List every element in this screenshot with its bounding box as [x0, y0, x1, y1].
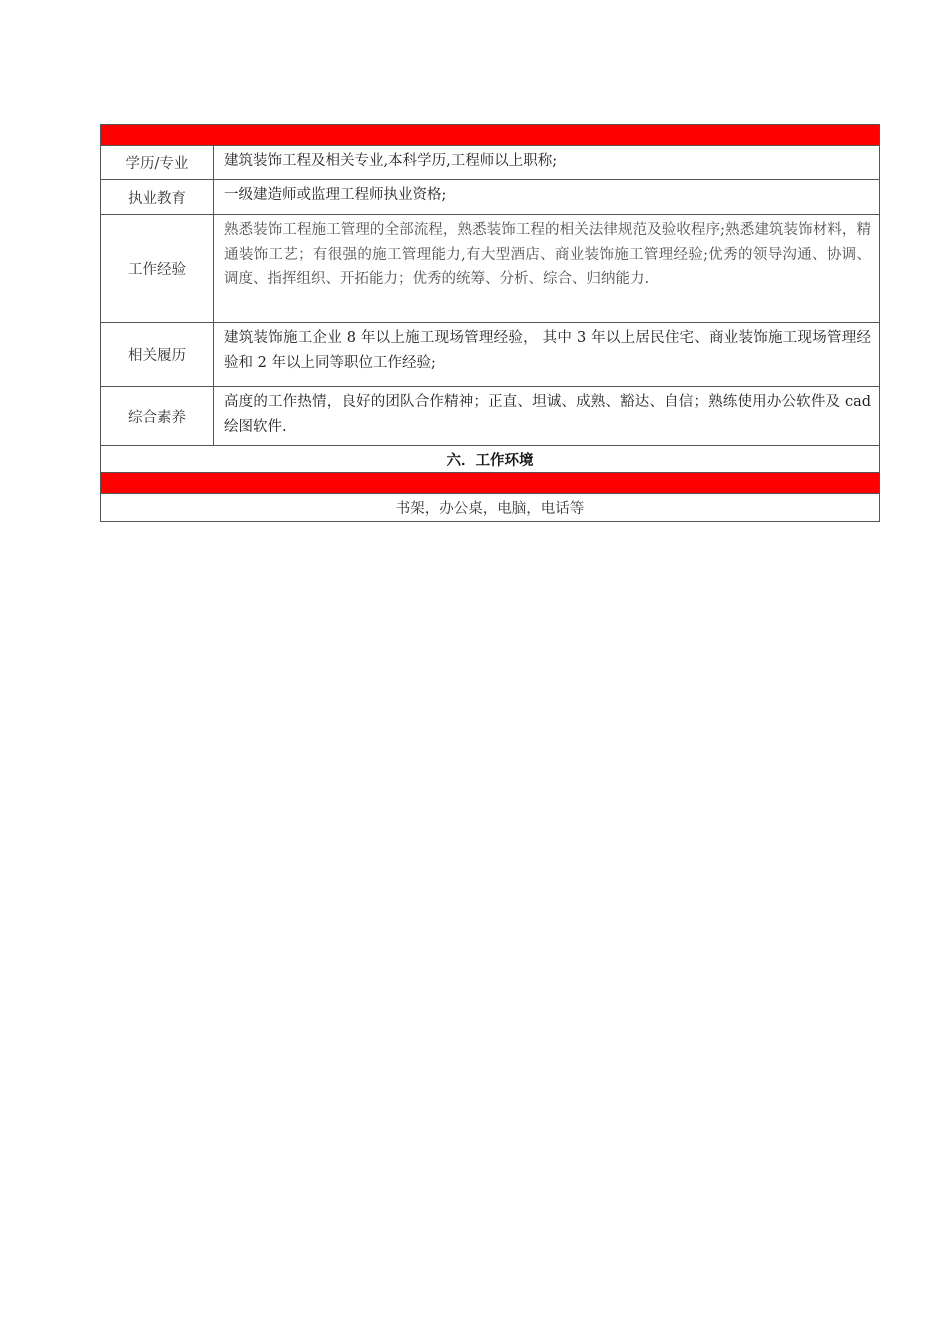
- requirement-label: 学历/专业: [101, 146, 214, 180]
- requirement-text: 建筑装饰工程及相关专业,本科学历,工程师以上职称;: [214, 146, 880, 180]
- requirement-text: 高度的工作热情，良好的团队合作精神；正直、坦诚、成熟、豁达、自信；熟练使用办公软件及 cad 绘图软件.: [214, 387, 880, 446]
- requirement-text: 熟悉装饰工程施工管理的全部流程，熟悉装饰工程的相关法律规范及验收程序;熟悉建筑装饰材料，精通装饰工艺；有很强的施工管理能力,有大型酒店、商业装饰施工管理经验;优秀的领导沟通、协调、调度、指挥组织、开拓能力；优秀的统筹、分析、综合、归纳能力.: [214, 215, 880, 323]
- header-bar-cell: [101, 125, 880, 146]
- section-header-bar: [101, 473, 880, 494]
- requirement-label: 执业教育: [101, 180, 214, 215]
- header-bar-cell: [101, 473, 880, 494]
- requirement-row-qualities: [101, 387, 880, 446]
- environment-text: 书架，办公桌，电脑，电话等: [101, 494, 880, 522]
- requirement-row-certification: [101, 180, 880, 215]
- requirement-label: 综合素养: [101, 387, 214, 446]
- requirement-row-education: [101, 146, 880, 180]
- section-title: 六．工作环境: [101, 446, 880, 473]
- requirement-label: 相关履历: [101, 323, 214, 387]
- environment-row: [101, 494, 880, 522]
- requirement-row-experience: [101, 215, 880, 323]
- section-header-bar: [101, 125, 880, 146]
- requirement-text: 一级建造师或监理工程师执业资格;: [214, 180, 880, 215]
- requirement-label: 工作经验: [101, 215, 214, 323]
- job-requirements-table: [100, 124, 880, 522]
- requirement-row-history: [101, 323, 880, 387]
- environment-heading-row: [101, 446, 880, 473]
- requirement-text: 建筑装饰施工企业 8 年以上施工现场管理经验， 其中 3 年以上居民住宅、商业装饰施工现场管理经验和 2 年以上同等职位工作经验;: [214, 323, 880, 387]
